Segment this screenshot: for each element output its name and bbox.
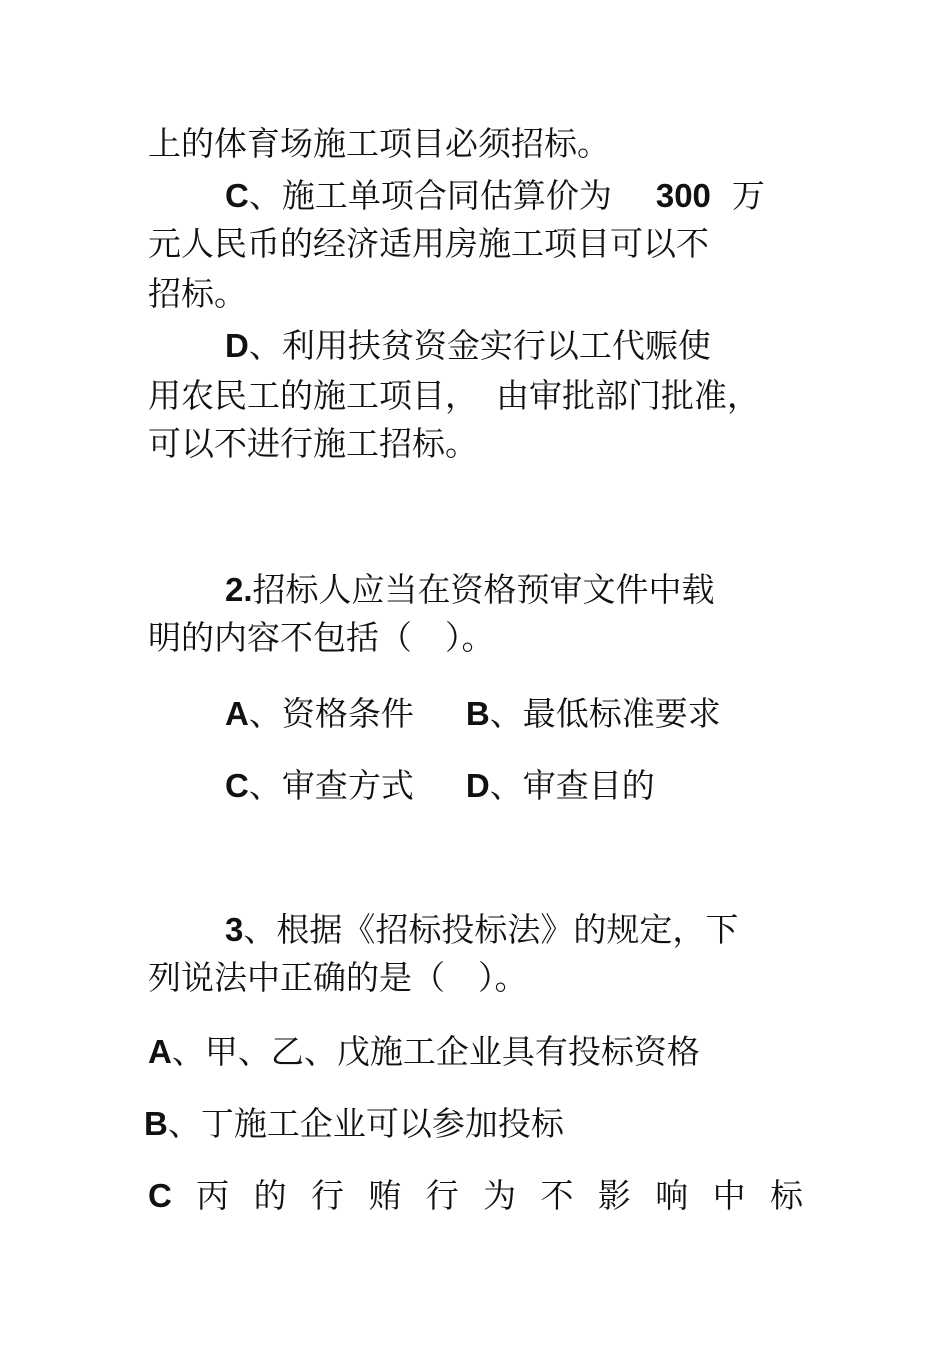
q1-option-c: C、施工单项合同估算价为 300 万 [225, 176, 765, 215]
option-letter: C [148, 1177, 172, 1214]
char: 行 [310, 1176, 344, 1215]
q2-stem-line-2: 明的内容不包括（ ）。 [148, 618, 495, 657]
q3-stem-line-2: 列说法中正确的是（ ）。 [148, 958, 528, 997]
option-letter: C [225, 767, 249, 804]
option-letter: D [465, 767, 490, 804]
char: 丙 [196, 1176, 230, 1215]
option-d-text: 、审查目的 [489, 766, 655, 805]
q3-option-a: A、甲、乙、戊施工企业具有投标资格 [148, 1032, 700, 1071]
q3-stem-line-1: 3、根据《招标投标法》的规定，下 [225, 910, 739, 949]
char: 贿 [368, 1176, 402, 1215]
option-c-text: 、审查方式 [248, 766, 414, 805]
q1-option-c-line-3: 招标。 [148, 274, 247, 313]
q1-option-d: D、利用扶贫资金实行以工代赈使 [225, 326, 711, 365]
option-letter: A [148, 1033, 172, 1070]
char: 为 [483, 1176, 517, 1215]
char: 不 [540, 1176, 574, 1215]
option-a-text: 、资格条件 [248, 694, 414, 733]
char: 影 [597, 1176, 631, 1215]
option-letter: D [225, 327, 249, 364]
q2-options-row-2 [225, 766, 655, 806]
char: 标 [769, 1176, 803, 1215]
amount-number: 300 [655, 177, 711, 214]
char: 的 [253, 1176, 287, 1215]
q3-option-c [148, 1176, 803, 1216]
q1-option-d-line-2: 用农民工的施工项目， 由审批部门批准， [148, 376, 760, 415]
option-b-text: 、最低标准要求 [489, 694, 721, 733]
char: 中 [712, 1176, 746, 1215]
option-letter: B [465, 695, 490, 732]
q2-options-row-1 [225, 694, 721, 734]
question-number: 2. [225, 571, 253, 608]
q1-line-1: 上的体育场施工项目必须招标。 [148, 124, 610, 163]
option-letter: C [225, 177, 249, 214]
q2-stem-line-1: 2.招标人应当在资格预审文件中载 [225, 570, 715, 609]
q3-option-b: B、丁施工企业可以参加投标 [144, 1104, 564, 1143]
char: 响 [655, 1176, 689, 1215]
char: 行 [425, 1176, 459, 1215]
q1-option-d-line-3: 可以不进行施工招标。 [148, 424, 478, 463]
q1-option-c-line-2: 元人民币的经济适用房施工项目可以不 [148, 224, 709, 263]
option-letter: A [225, 695, 249, 732]
option-letter: B [144, 1105, 168, 1142]
question-number: 3 [225, 911, 244, 948]
